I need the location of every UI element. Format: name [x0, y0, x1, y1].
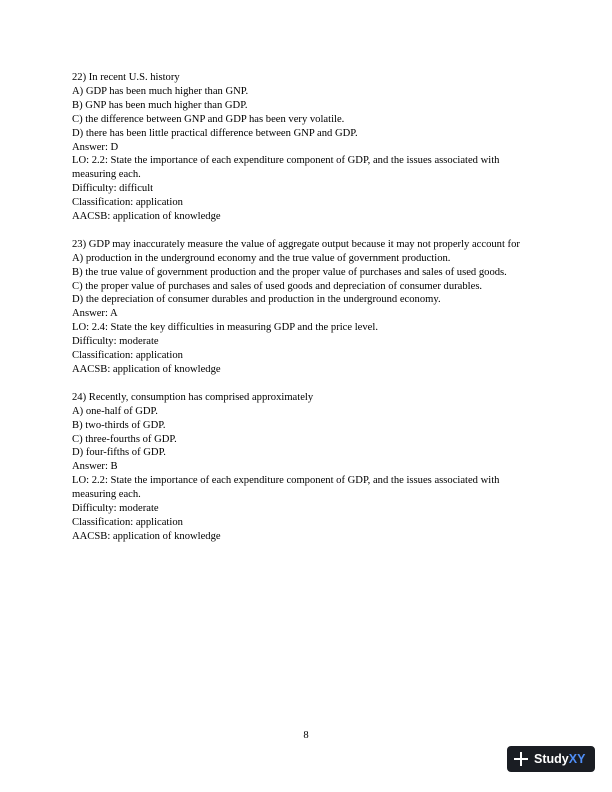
answer: Answer: D	[72, 141, 119, 153]
studyxy-badge[interactable]	[507, 746, 595, 772]
option-c: C) three-fourths of GDP.	[72, 433, 177, 445]
page-number: 8	[303, 730, 309, 741]
classification: Classification: application	[72, 516, 183, 528]
difficulty: Difficulty: moderate	[72, 503, 159, 515]
learning-objective: LO: 2.2: State the importance of each expenditure component of GDP, and the issues associated with measuring each.	[72, 155, 500, 181]
brand-name-part1: Study	[534, 752, 569, 766]
option-d: D) the depreciation of consumer durables and production in the underground economy.	[72, 294, 441, 306]
brand-name-part2: XY	[568, 752, 586, 766]
option-b: B) the true value of government production and the proper value of purchases and sales of used goods.	[72, 266, 507, 278]
aacsb: AACSB: application of knowledge	[72, 530, 221, 542]
answer: Answer: B	[72, 461, 118, 473]
learning-objective: LO: 2.2: State the importance of each expenditure component of GDP, and the issues associated with measuring each.	[72, 475, 500, 501]
option-b: B) GNP has been much higher than GDP.	[72, 99, 248, 111]
option-c: C) the difference between GNP and GDP has been very volatile.	[72, 113, 345, 125]
option-c: C) the proper value of purchases and sales of used goods and depreciation of consumer durables.	[72, 280, 483, 292]
aacsb: AACSB: application of knowledge	[72, 211, 221, 223]
option-d: D) four-fifths of GDP.	[72, 447, 166, 459]
classification: Classification: application	[72, 197, 183, 209]
question-prompt: 23) GDP may inaccurately measure the value of aggregate output because it may not properly account for	[72, 238, 520, 250]
option-a: A) production in the underground economy and the true value of government production.	[72, 252, 451, 264]
aacsb: AACSB: application of knowledge	[72, 364, 221, 376]
difficulty: Difficulty: moderate	[72, 336, 159, 348]
classification: Classification: application	[72, 350, 183, 362]
option-d: D) there has been little practical difference between GNP and GDP.	[72, 127, 358, 139]
learning-objective: LO: 2.4: State the key difficulties in measuring GDP and the price level.	[72, 322, 378, 334]
difficulty: Difficulty: difficult	[72, 183, 154, 195]
question-prompt: 22) In recent U.S. history	[72, 72, 180, 83]
option-b: B) two-thirds of GDP.	[72, 419, 166, 431]
plus-icon	[513, 751, 529, 767]
question-24	[72, 391, 542, 544]
question-prompt: 24) Recently, consumption has comprised approximately	[72, 391, 314, 403]
question-list	[72, 71, 542, 558]
question-23	[72, 238, 542, 377]
question-22	[72, 71, 542, 224]
option-a: A) GDP has been much higher than GNP.	[72, 85, 249, 97]
option-a: A) one-half of GDP.	[72, 405, 158, 417]
answer: Answer: A	[72, 308, 118, 320]
